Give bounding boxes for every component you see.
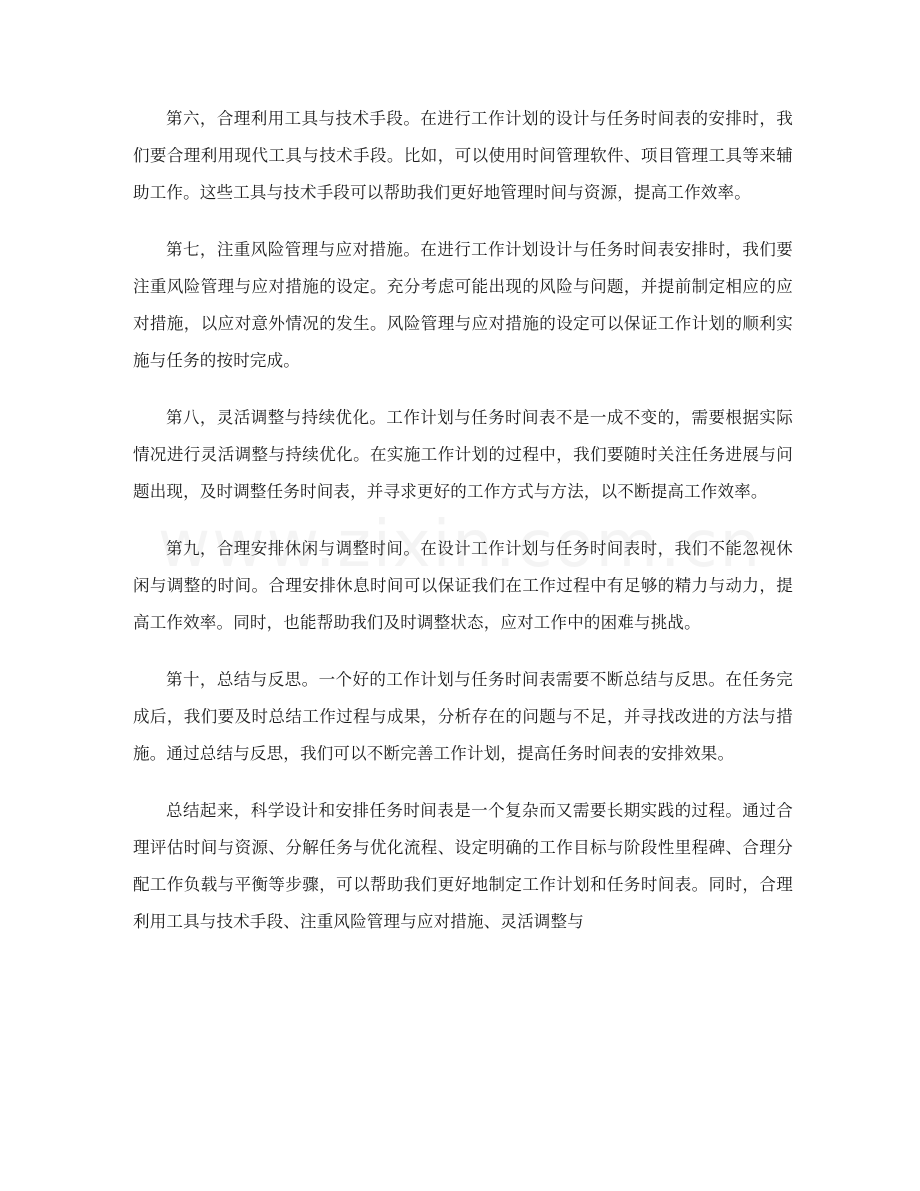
document-body (133, 100, 793, 960)
paragraph-summary: 总结起来，科学设计和安排任务时间表是一个复杂而又需要长期实践的过程。通过合理评估时间与资源、分解任务与优化流程、设定明确的工作目标与阶段性里程碑、合理分配工作负载与平衡等步骤，可以帮助我们更好地制定工作计划和任务时间表。同时，合理利用工具与技术手段、注重风险管理与应对措施、灵活调整与 (133, 801, 793, 931)
paragraph-tenth: 第十，总结与反思。一个好的工作计划与任务时间表需要不断总结与反思。在任务完成后，我们要及时总结工作过程与成果，分析存在的问题与不足，并寻找改进的方法与措施。通过总结与反思，我们可以不断完善工作计划，提高任务时间表的安排效果。 (133, 670, 793, 763)
paragraph-seventh: 第七，注重风险管理与应对措施。在进行工作计划设计与任务时间表安排时，我们要注重风险管理与应对措施的设定。充分考虑可能出现的风险与问题，并提前制定相应的应对措施，以应对意外情况的发生。风险管理与应对措施的设定可以保证工作计划的顺利实施与任务的按时完成。 (133, 240, 793, 370)
paragraph-eighth: 第八，灵活调整与持续优化。工作计划与任务时间表不是一成不变的，需要根据实际情况进行灵活调整与持续优化。在实施工作计划的过程中，我们要随时关注任务进展与问题出现，及时调整任务时间表，并寻求更好的工作方式与方法，以不断提高工作效率。 (133, 408, 793, 501)
paragraph-sixth: 第六，合理利用工具与技术手段。在进行工作计划的设计与任务时间表的安排时，我们要合理利用现代工具与技术手段。比如，可以使用时间管理软件、项目管理工具等来辅助工作。这些工具与技术手段可以帮助我们更好地管理时间与资源，提高工作效率。 (133, 109, 793, 202)
paragraph-ninth: 第九，合理安排休闲与调整时间。在设计工作计划与任务时间表时，我们不能忽视休闲与调整的时间。合理安排休息时间可以保证我们在工作过程中有足够的精力与动力，提高工作效率。同时，也能帮助我们及时调整状态，应对工作中的困难与挑战。 (133, 539, 793, 632)
